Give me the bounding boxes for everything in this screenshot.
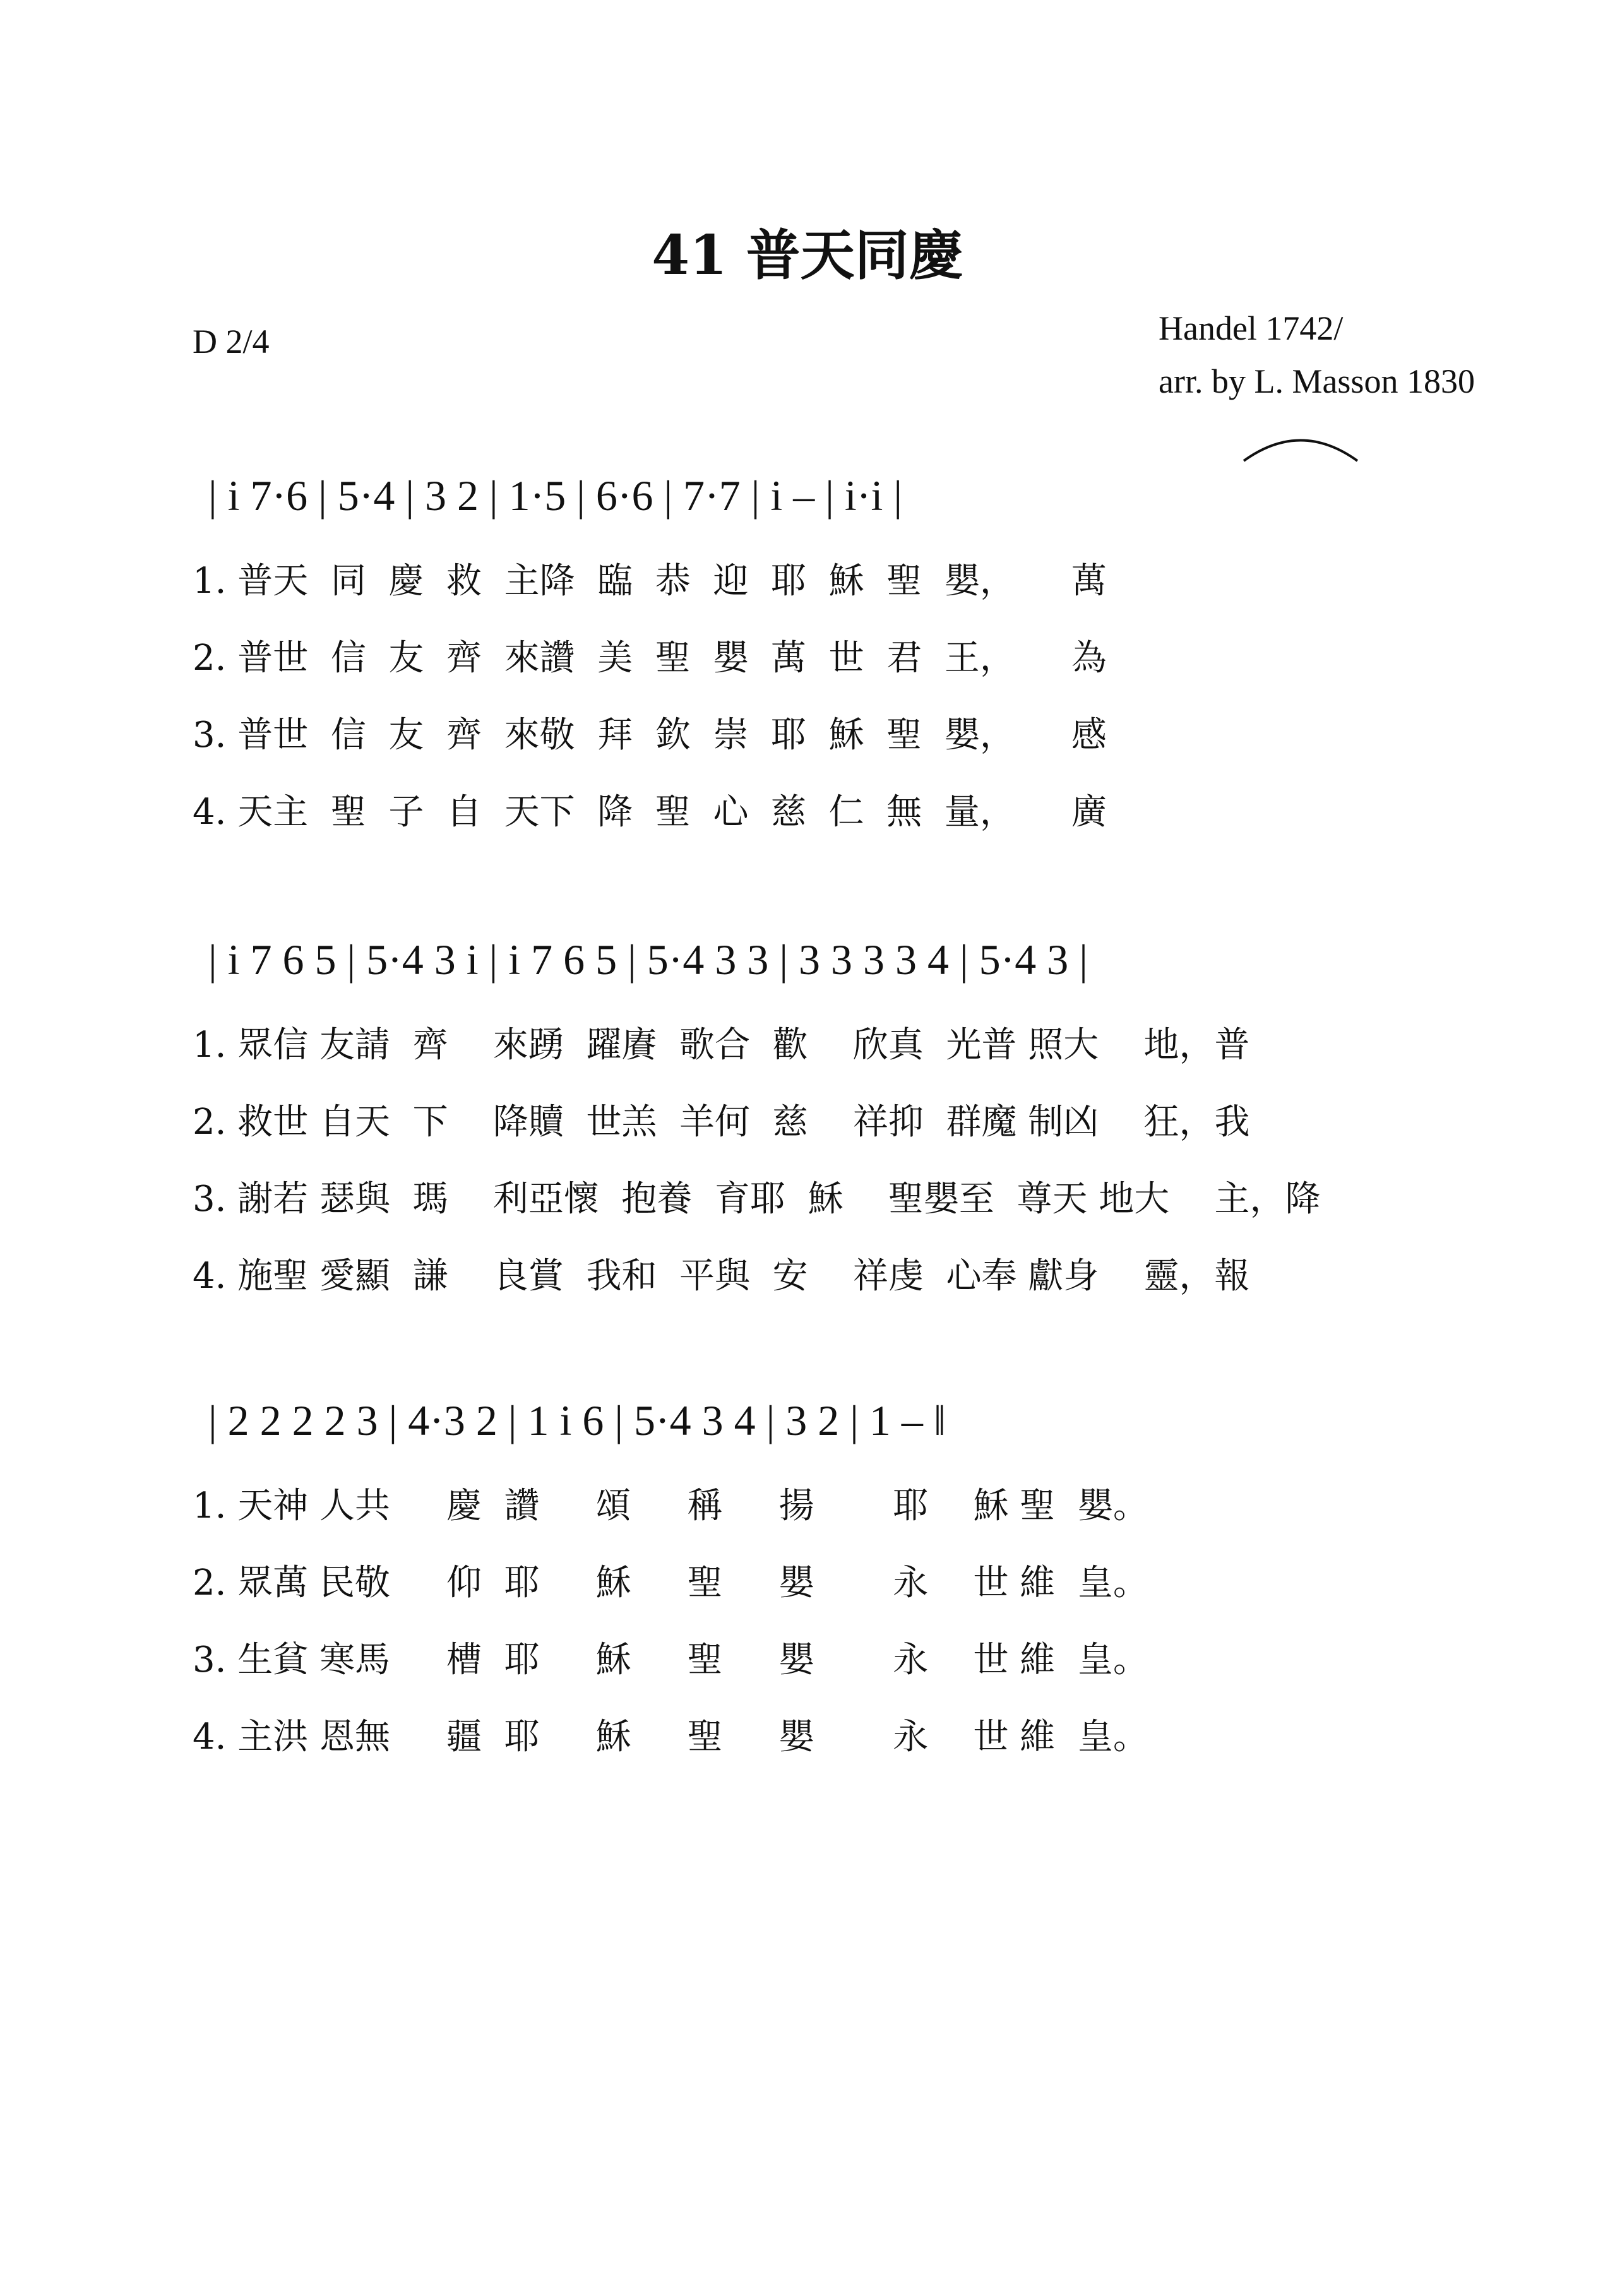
notation-line-3 — [0, 1389, 1615, 1452]
key-signature: D 2/4 — [193, 323, 270, 360]
lyric-line: 3. 謝若 瑟與 瑪 利亞懷 抱養 育耶 穌 聖嬰至 尊天 地大 主，降 — [193, 1179, 1321, 1220]
composer-credit — [1159, 302, 1475, 408]
lyric-line: 2. 普世 信 友 齊 來讚 美 聖 嬰 萬 世 君 王， 為 — [193, 638, 1107, 679]
lyric-line: 4. 天主 聖 子 自 天下 降 聖 心 慈 仁 無 量， 廣 — [193, 792, 1107, 833]
lyric-line: 2. 救世 自天 下 降贖 世羔 羊何 慈 祥抑 群魔 制凶 狂，我 — [193, 1102, 1250, 1143]
notation-text-1: | i 7·6 | 5·4 | 3 2 | 1·5 | 6·6 | 7·7 | i – | i·i | — [208, 472, 902, 520]
hymn-title: 41 普天同慶 — [652, 223, 963, 287]
lyric-line: 4. 施聖 愛顯 謙 良賞 我和 平與 安 祥虔 心奉 獻身 靈，報 — [193, 1256, 1250, 1297]
notation-text-3: | 2 2 2 2 3 | 4·3 2 | 1 i 6 | 5·4 3 4 | 3 2 | 1 – ‖ — [208, 1396, 946, 1444]
credit-line-2: arr. by L. Masson 1830 — [1159, 362, 1475, 400]
notation-line-2 — [0, 928, 1615, 991]
lyric-line: 3. 生貧 寒馬 槽 耶 穌 聖 嬰 永 世 維 皇。 — [193, 1639, 1148, 1680]
lyrics-section-3 — [193, 1468, 1455, 1776]
notation-text-2: | i 7 6 5 | 5·4 3 i | i 7 6 5 | 5·4 3 3 | 3 3 3 3 4 | 5·4 3 | — [208, 936, 1088, 984]
lyric-line: 4. 主洪 恩無 疆 耶 穌 聖 嬰 永 世 維 皇。 — [193, 1716, 1148, 1758]
lyric-line: 1. 普天 同 慶 救 主降 臨 恭 迎 耶 穌 聖 嬰， 萬 — [193, 561, 1107, 602]
lyric-line: 1. 眾信 友請 齊 來踴 躍賡 歌合 歡 欣真 光普 照大 地，普 — [193, 1025, 1250, 1066]
notation-line-1 — [0, 464, 1615, 527]
lyric-line: 3. 普世 信 友 齊 來敬 拜 欽 崇 耶 穌 聖 嬰， 感 — [193, 715, 1107, 756]
lyrics-section-1 — [193, 543, 1455, 851]
lyric-line: 1. 天神 人共 慶 讚 頌 稱 揚 耶 穌 聖 嬰。 — [193, 1485, 1148, 1526]
slur-mark — [1237, 426, 1364, 464]
lyrics-section-2 — [193, 1007, 1455, 1315]
credit-line-1: Handel 1742/ — [1159, 309, 1344, 347]
lyric-line: 2. 眾萬 民敬 仰 耶 穌 聖 嬰 永 世 維 皇。 — [193, 1562, 1148, 1603]
